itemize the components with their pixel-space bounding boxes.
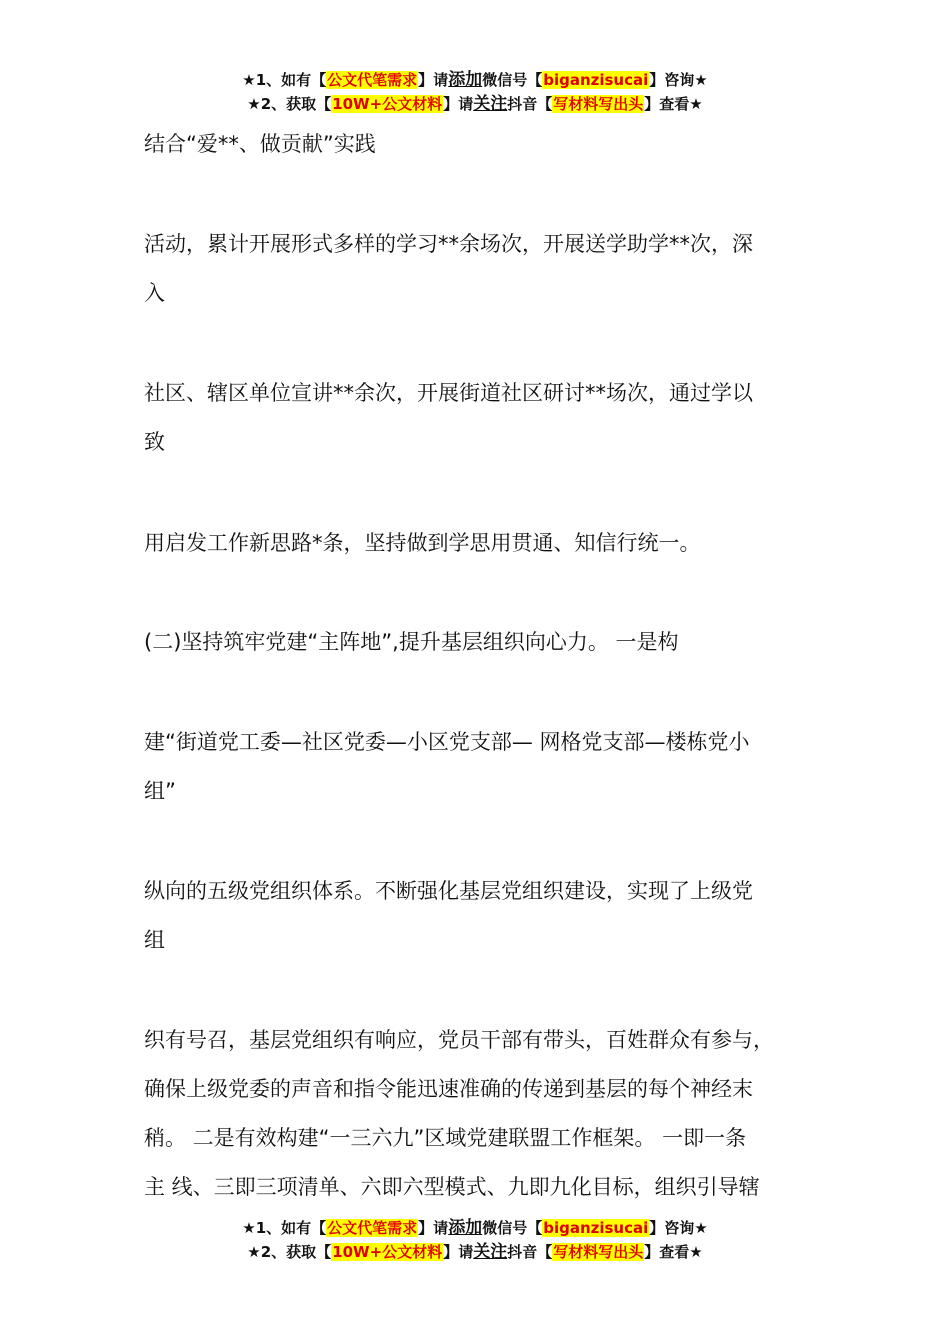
paragraph-4: 用启发工作新思路*条，坚持做到学思用贯通、知信行统一。 xyxy=(144,531,701,555)
paragraph-2: 活动，累计开展形式多样的学习**余场次，开展送学助学**次，深 入 xyxy=(144,232,753,305)
paragraph-7: 纵向的五级党组织体系。不断强化基层党组织建设，实现了上级党 组 xyxy=(144,879,753,952)
footer-highlight-ghostwriting: 公文代笔需求 xyxy=(327,1219,418,1237)
header-banner xyxy=(0,68,950,116)
section-heading-2: (二)坚持筑牢党建“主阵地”,提升基层组织向心力。 一是构 xyxy=(144,630,679,654)
banner-line-2: ★2、获取【10W+公文材料】请关注抖音【写材料写出头】查看★ xyxy=(247,94,703,114)
highlight-materials: 10W+公文材料 xyxy=(332,95,443,113)
highlight-douyin: 写材料写出头 xyxy=(553,95,644,113)
banner-line-1: ★1、如有【公文代笔需求】请添加微信号【biganzisucai】咨询★ xyxy=(242,70,708,90)
footer-highlight-douyin: 写材料写出头 xyxy=(553,1243,644,1261)
footer-banner-line-2: ★2、获取【10W+公文材料】请关注抖音【写材料写出头】查看★ xyxy=(247,1242,703,1262)
footer-highlight-wechat-id: biganzisucai xyxy=(543,1219,649,1237)
paragraph-6: 建“街道党工委—社区党委—小区党支部— 网格党支部—楼栋党小 组” xyxy=(144,730,750,803)
highlight-ghostwriting: 公文代笔需求 xyxy=(327,71,418,89)
footer-banner xyxy=(0,1216,950,1264)
paragraph-3: 社区、辖区单位宣讲**余次，开展街道社区研讨**场次，通过学以 致 xyxy=(144,381,753,454)
footer-banner-line-1: ★1、如有【公文代笔需求】请添加微信号【biganzisucai】咨询★ xyxy=(242,1218,708,1238)
highlight-wechat-id: biganzisucai xyxy=(543,71,649,89)
paragraph-1: 结合“爱**、做贡献”实践 xyxy=(144,132,376,156)
paragraph-8: 织有号召，基层党组织有响应，党员干部有带头，百姓群众有参与， 确保上级党委的声音和指令能迅速准确的传递到基层的每个神经末 稍。 二是有效构建“一三六九”区域党建联盟工作框架。 一即一条 主 线、三即三项清单、六即六型模式、九即九化目标，组织引导辖 xyxy=(144,1028,774,1199)
footer-highlight-materials: 10W+公文材料 xyxy=(332,1243,443,1261)
